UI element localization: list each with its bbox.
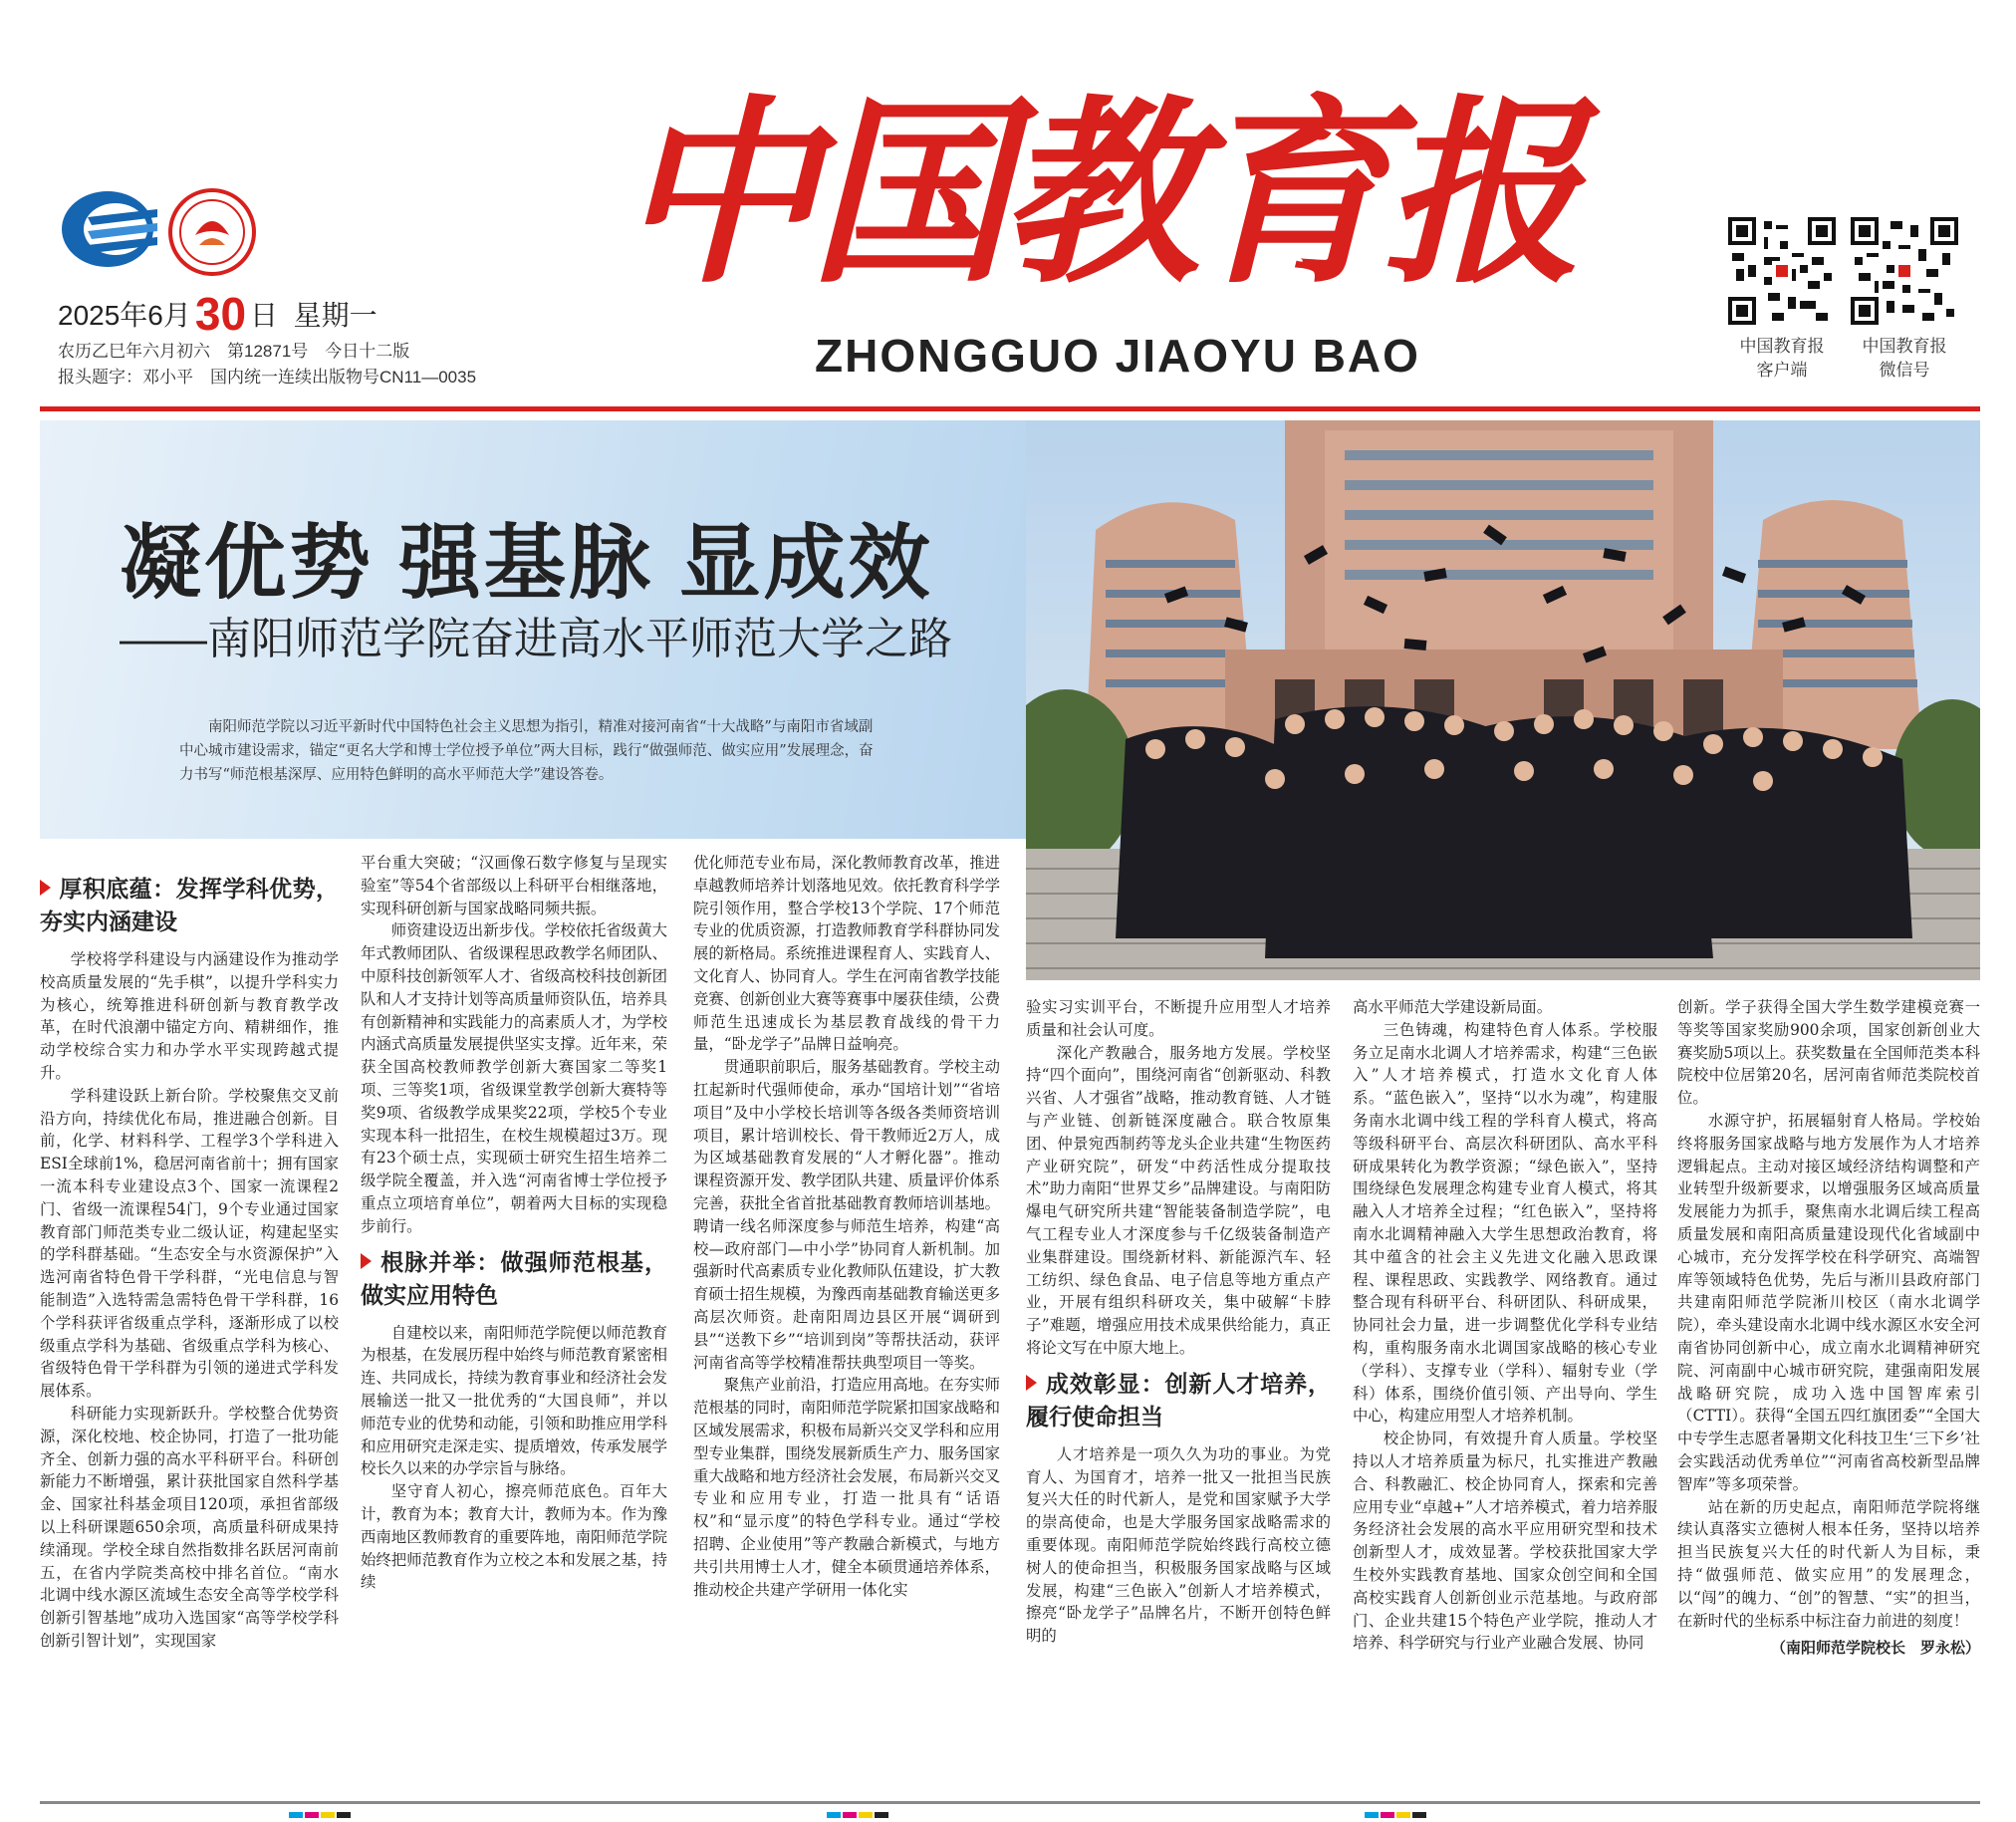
- paragraph: 平台重大突破；“汉画像石数字修复与呈现实验室”等54个省部级以上科研平台相继落地，实现科研创新与国家战略同频共振。: [361, 854, 667, 917]
- paragraph: 创新。学子获得全国大学生数学建模竞赛一等奖等国家奖励900余项，国家创新创业大赛奖励5项以上。获奖数量在全国师范类本科院校中位居第20名，居河南省师范类院校首位。: [1677, 998, 1980, 1108]
- section-heading-2-text: 根脉并举：做强师范根基，做实应用特色: [361, 1248, 667, 1308]
- paragraph: 校企协同，有效提升育人质量。学校坚持以人才培养质量为标尺，扎实推进产教融合、科教融汇、校企协同育人，探索和完善应用专业“卓越+”人才培养模式，着力培养服务经济社会发展的高水平应用研究型和技术创新型人才，成效显著。学校获批国家大学生校外实践教育基地、国家众创空间和全国高校实践育人创新创业示范基地。与政府部门、企业共建15个特色产业学院，推动人才培养、科学研究与行业产业融合发展、协同: [1353, 1430, 1657, 1653]
- paragraph: 师资建设迈出新步伐。学校依托省级黄大年式教师团队、省级课程思政教学名师团队、中原科技创新领军人才、省级高校科技创新团队和人才支持计划等高质量师资队伍，培养具有创新精神和实践能力的高素质人才，为学校内涵式高质量发展提供坚实支撑。近年来，荣获全国高校教师教学创新大赛国家二等奖1项、三等奖1项，省级课堂教学创新大赛特等奖9项、省级教学成果奖22项，学校5个专业实现本科一批招生，在校生规模超过3万。现有23个硕士点，实现硕士研究生招生培养二级学院全覆盖，并入选“河南省博士学位授予重点立项培育单位”，朝着两大目标的实现稳步前行。: [361, 921, 667, 1235]
- qr-label-wechat-line2: 微信号: [1879, 361, 1930, 380]
- paragraph: 高水平师范大学建设新局面。: [1353, 998, 1553, 1016]
- section-marker-icon: [40, 880, 51, 896]
- paragraph: 水源守护，拓展辐射育人格局。学校始终将服务国家战略与地方发展作为人才培养逻辑起点。主动对接区域经济结构调整和产业转型升级新要求，以增强服务区域高质量发展能力为抓手，聚焦南水北调后续工程高质量发展和南阳高质量建设现代化省域副中心城市，充分发挥学校在科学研究、高端智库等领域特色优势，先后与淅川县政府部门共建南阳师范学院淅川校区（南水北调学院），牵头建设南水北调中线水源区水安全河南省协同创新中心，成立南水北调精神研究院、河南副中心城市研究院，建强南阳发展战略研究院，成功入选中国智库索引（CTTI）。获得“全国五四红旗团委”“全国大中专学生志愿者暑期文化科技卫生‘三下乡’社会实践活动优秀单位”“河南省高校新型品牌智库”等多项荣誉。: [1677, 1111, 1980, 1493]
- newspaper-logo-icon: [58, 187, 162, 272]
- article-subheadline: ——南阳师范学院奋进高水平师范大学之路: [120, 615, 952, 663]
- masthead-pinyin: ZHONGGUO JIAOYU BAO: [815, 330, 1420, 382]
- author-signature: （南阳师范学院校长 罗永松）: [1770, 1640, 1980, 1658]
- weekday: 星期一: [293, 300, 378, 331]
- section-marker-icon: [361, 1253, 372, 1269]
- paragraph: 优化师范专业布局，深化教师教育改革，推进卓越教师培养计划落地见效。依托教育科学学院引领作用，整合学校13个学院、17个师范专业的优质资源，打造教师教育学科群协同发展的新格局。系统推进课程育人、实践育人、文化育人、协同育人。学生在河南省教学技能竞赛、创新创业大赛等赛事中屡获佳绩，公费师范生迅速成长为基层教育战线的骨干力量，“卧龙学子”品牌日益响亮。: [693, 854, 1000, 1054]
- date-suffix: 日: [250, 300, 279, 331]
- article-lead: 南阳师范学院以习近平新时代中国特色社会主义思想为指引，精准对接河南省“十大战略”与南阳市省域副中心城市建设需求，锚定“更名大学和博士学位授予单位”两大目标，践行“做强师范、做实应用”发展理念，奋力书写“师范根基深厚、应用特色鲜明的高水平师范大学”建设答卷。: [179, 719, 874, 783]
- paragraph: 学科建设跃上新台阶。学校聚焦交叉前沿方向，持续优化布局，推进融合创新。目前，化学、材料科学、工程学3个学科进入ESI全球前1%，稳居河南省前十；拥有国家一流本科专业建设点3个、国家一流课程2门、省级一流课程54门，9个专业通过国家教育部门师范类专业二级认证，构建起坚实的学科群基础。“生态安全与水资源保护”入选河南省特色骨干学科群，“光电信息与智能制造”入选特需急需特色骨干学科群，16个学科获评省级重点学科，逐渐形成了以校级重点学科为基础、省级重点学科为核心、省级特色骨干学科群为引领的递进式学科发展体系。: [40, 1086, 339, 1401]
- masthead-divider: [40, 406, 1980, 411]
- section-marker-icon: [1026, 1375, 1037, 1391]
- section-heading-3-text: 成效彰显：创新人才培养，履行使命担当: [1026, 1370, 1331, 1430]
- issue-info: 农历乙巳年六月初六 第12871号 今日十二版: [58, 342, 410, 361]
- paragraph: 自建校以来，南阳师范学院便以师范教育为根基，在发展历程中始终与师范教育紧密相连、共同成长，持续为教育事业和经济社会发展输送一批又一批优秀的“大国良师”，并以师范专业的优势和动能，引领和助推应用学科和应用研究走深走实、提质增效，传承发展学校长久以来的办学宗旨与脉络。: [361, 1323, 667, 1478]
- article-column-5: [1353, 996, 1657, 1655]
- date-day: 30: [194, 288, 247, 340]
- qr-label-client-line2: 客户端: [1756, 361, 1808, 380]
- paragraph: 学校将学科建设与内涵建设作为推动学校高质量发展的“先手棋”，以提升学科实力为核心，统筹推进科研创新与教育教学改革，在时代浪潮中锚定方向、精耕细作，推动学校综合实力和办学水平实现跨越式提升。: [40, 950, 339, 1082]
- paragraph: 站在新的历史起点，南阳师范学院将继续认真落实立德树人根本任务，坚持以培养担当民族复兴大任的时代新人为目标，秉持“做强师范、做实应用”的发展理念，以“闯”的魄力、“创”的智慧、“实”的担当，在新时代的坐标系中标注奋力前进的刻度！: [1677, 1497, 1980, 1630]
- masthead-title: 中国教育报: [618, 77, 1575, 311]
- date-prefix: 2025年6月: [58, 300, 191, 331]
- section-heading-3: [1026, 1368, 1331, 1433]
- qr-label-client: [1717, 335, 1847, 383]
- paragraph: 坚守育人初心，擦亮师范底色。百年大计，教育为本；教育大计，教师为本。作为豫西南地区教师教育的重要阵地，南阳师范学院始终把师范教育作为立校之本和发展之基，持续: [361, 1482, 667, 1592]
- qr-label-client-line1: 中国教育报: [1739, 337, 1825, 356]
- section-heading-1-text: 厚积底蕴：发挥学科优势，夯实内涵建设: [40, 876, 339, 934]
- section-heading-2: [361, 1246, 667, 1312]
- paragraph: 贯通职前职后，服务基础教育。学校主动扛起新时代强师使命，承办“国培计划”“省培项目”及中小学校长培训等各级各类师资培训项目，累计培训校长、骨干教师近2万人，成为区域基础教育发展的“人才孵化器”。推动课程资源开发、教学团队共建、质量评价体系完善，获批全省首批基础教育教师培训基地。聘请一线名师深度参与师范生培养，构建“高校—政府部门—中小学”协同育人新机制。加强新时代高素质专业化教师队伍建设，扩大教育硕士招生规模，为豫西南基础教育输送更多高层次师资。赴南阳周边县区开展“调研到县”“送教下乡”“培训到岗”等帮扶活动，获评河南省高等学校精准帮扶典型项目一等奖。: [693, 1058, 1000, 1372]
- qr-code-wechat-icon[interactable]: [1851, 217, 1958, 325]
- article-column-2: [361, 852, 667, 1594]
- paragraph: 人才培养是一项久久为功的事业。为党育人、为国育才，培养一批又一批担当民族复兴大任的时代新人，是党和国家赋予大学的崇高使命，也是大学服务国家战略需求的重要体现。南阳师范学院始终践行高校立德树人的使命担当，积极服务国家战略与区域发展，构建“三色嵌入”创新人才培养模式，擦亮“卧龙学子”品牌名片，不断开创特色鲜明的: [1026, 1444, 1331, 1646]
- article-column-3: [693, 852, 1000, 1601]
- print-registration-marks: [289, 1803, 1783, 1809]
- paragraph: 验实习实训平台，不断提升应用型人才培养质量和社会认可度。: [1026, 998, 1331, 1039]
- paragraph: 聚焦产业前沿，打造应用高地。在夯实师范根基的同时，南阳师范学院紧扣国家战略和区域发展需求，积极布局新兴交叉学科和应用型专业集群，围绕发展新质生产力、服务国家重大战略和地方经济社会发展，布局新兴交叉专业和应用专业，打造一批具有“话语权”和“显示度”的特色学科专业。通过“学校招聘、企业使用”等产教融合新模式，与地方共引共用博士人才，健全本硕贯通培养体系，推动校企共建产学研用一体化实: [693, 1376, 1000, 1599]
- anniversary-emblem-icon: [167, 187, 257, 277]
- graduation-photo: [1026, 420, 1980, 980]
- paragraph: 三色铸魂，构建特色育人体系。学校服务立足南水北调人才培养需求，构建“三色嵌入”人才培养模式，打造水文化育人体系。“蓝色嵌入”，坚持“以水为魂”，构建服务南水北调中线工程的学科育人模式，将高等级科研平台、高层次科研团队、高水平科研成果转化为教学资源；“绿色嵌入”，坚持围绕绿色发展理念构建专业育人模式，将其融入人才培养全过程；“红色嵌入”，坚持将南水北调精神融入大学生思想政治教育，将其中蕴含的社会主义先进文化融入思政课程、课程思政、实践教学、网络教育。通过整合现有科研平台、科研团队、科研成果，协同社会力量，进一步调整优化学科专业结构，重构服务南水北调国家战略的核心专业（学科）、支撑专业（学科）、辐射专业（学科）体系，围绕价值引领、产出导向、学生中心，构建应用型人才培养机制。: [1353, 1020, 1657, 1426]
- qr-label-wechat: [1840, 335, 1969, 383]
- qr-label-wechat-line1: 中国教育报: [1862, 337, 1947, 356]
- issue-date: [58, 287, 378, 340]
- article-column-1: [40, 865, 339, 1653]
- section-heading-1: [40, 873, 339, 938]
- qr-code-client-icon[interactable]: [1728, 217, 1836, 325]
- issue-credits: 报头题字：邓小平 国内统一连续出版物号CN11—0035: [58, 368, 477, 387]
- paragraph: 深化产教融合，服务地方发展。学校坚持“四个面向”，围绕河南省“创新驱动、科教兴省、人才强省”战略，推动教育链、人才链与产业链、创新链深度融合。联合牧原集团、仲景宛西制药等龙头企业共建“生物医药产业研究院”，研发“中药活性成分提取技术”助力南阳“世界艾乡”品牌建设。与南阳防爆电气研究所共建“智能装备制造学院”，电气工程专业人才深度参与千亿级装备制造产业集群建设。围绕新材料、新能源汽车、轻工纺织、绿色食品、电子信息等地方重点产业，开展有组织科研攻关，集中破解“卡脖子”难题，增强应用技术成果供给能力，真正将论文写在中原大地上。: [1026, 1043, 1331, 1357]
- article-column-6: [1677, 996, 1980, 1661]
- article-headline: 凝优势 强基脉 显成效: [120, 518, 933, 609]
- article-column-4: [1026, 996, 1331, 1648]
- paragraph: 科研能力实现新跃升。学校整合优势资源，深化校地、校企协同，打造了一批功能齐全、创新力强的高水平科研平台。科研创新能力不断增强，累计获批国家自然科学基金、国家社科基金项目120项，承担省部级以上科研课题650余项，高质量科研成果持续涌现。学校全球自然指数排名跃居河南前五，在省内学院类高校中排名首位。“南水北调中线水源区流域生态安全高等学校学科创新引智基地”成功入选国家“高等学校学科创新引智计划”，实现国家: [40, 1404, 339, 1650]
